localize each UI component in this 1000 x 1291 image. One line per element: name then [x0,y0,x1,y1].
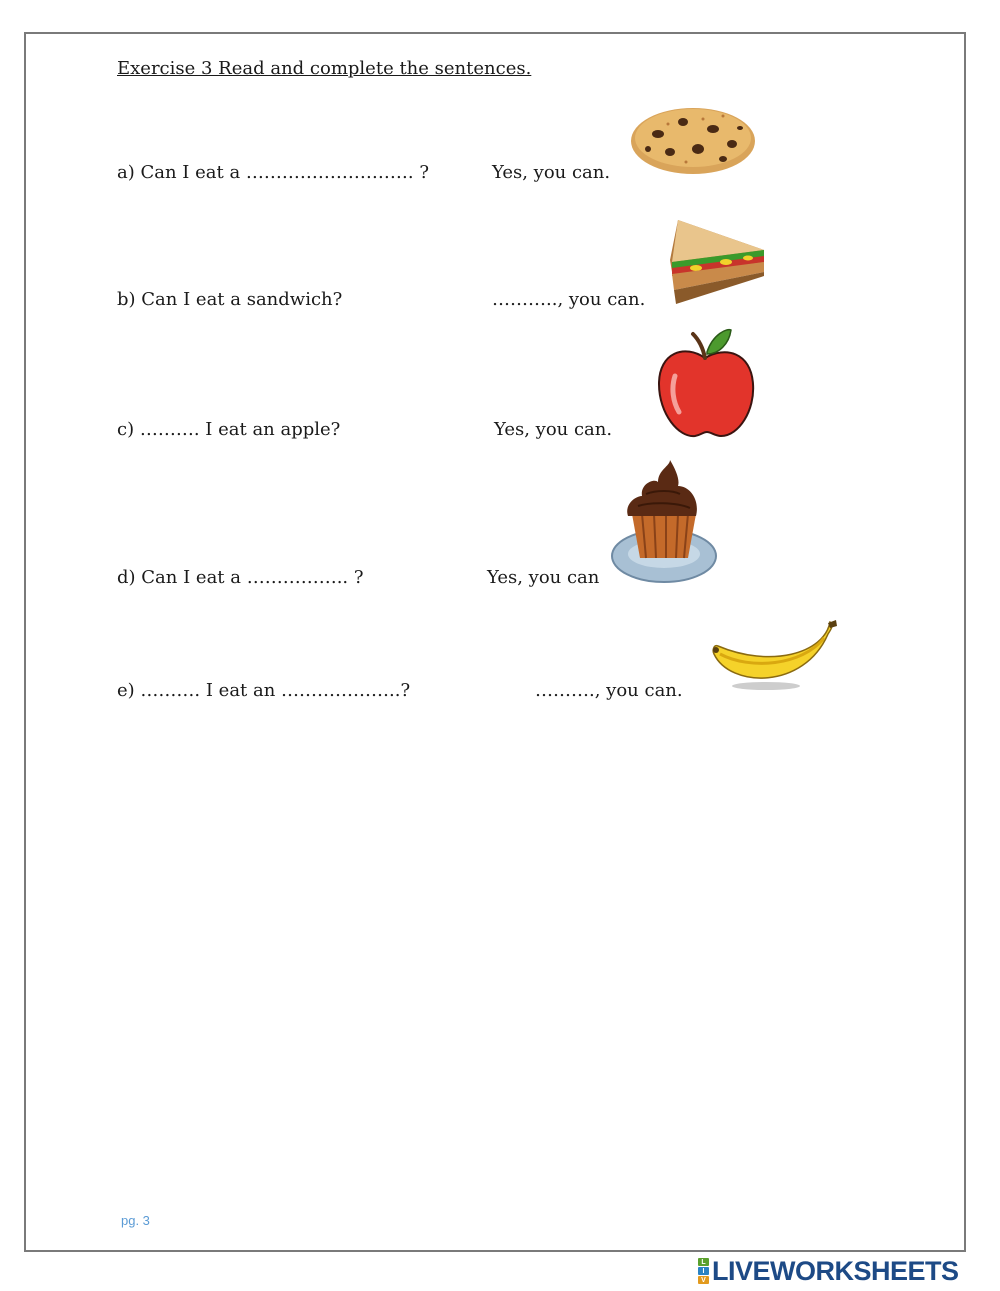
question-d: d) Can I eat a …………….. ? [117,567,364,588]
answer-e: ………., you can. [535,680,683,701]
sandwich-icon [666,218,768,306]
brand-wordmark: LIVEWORKSHEETS [712,1255,959,1286]
question-c: c) ………. I eat an apple? [117,419,341,440]
answer-a: Yes, you can. [492,162,611,183]
answer-b: ……….., you can. [492,289,646,310]
apple-icon [655,326,757,440]
brand-mark-icon: L I V [698,1258,709,1284]
cookie-icon [628,104,758,176]
banana-icon [710,620,840,694]
cupcake-icon [610,456,718,586]
liveworksheets-logo [698,1256,959,1286]
page-number: pg. 3 [121,1213,150,1228]
answer-c: Yes, you can. [494,419,613,440]
question-e: e) ………. I eat an ………………..? [117,680,411,701]
exercise-title: Exercise 3 Read and complete the sentences. [117,58,532,79]
question-b: b) Can I eat a sandwich? [117,289,343,310]
question-a: a) Can I eat a ………………………. ? [117,162,430,183]
answer-d: Yes, you can [487,567,600,588]
